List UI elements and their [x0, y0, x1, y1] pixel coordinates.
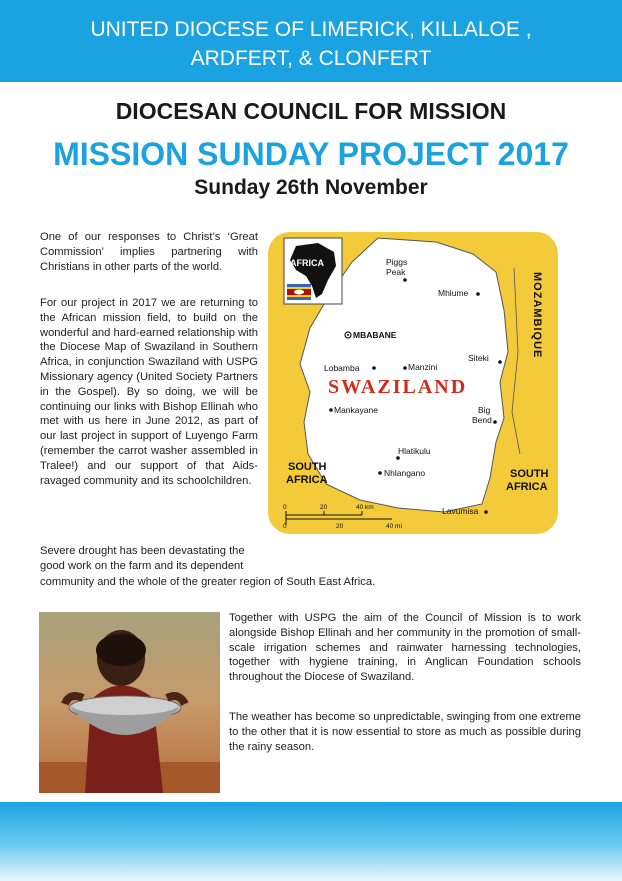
- scale-mi-20: 20: [336, 523, 344, 530]
- scale-km-20: 20: [320, 504, 328, 511]
- paragraph-drought-1: Severe drought has been devastating the: [40, 545, 245, 557]
- paragraph-aim: Together with USPG the aim of the Council of Mission is to work alongside Bishop Ellinah and her community in the promotion of small-scale irrigation schemes and rainwater harnessing technologies, together with hygiene training, in Anglican Foundation schools throughout the Diocese of Swaziland.: [229, 612, 581, 684]
- town-piggs-2: Peak: [386, 267, 406, 277]
- paragraph-drought-2: good work on the farm and its dependent: [40, 560, 244, 572]
- paragraph-project: For our project in 2017 we are returning to the African mission field, to build on the wonderful and hard-earned relationship with the Diocese Map of Swaziland in Southern Africa, in conjunction Swaziland with USPG Missionary agency (United Society Partners in the Gospel). By so doing, we will be continuing our links with Bishop Ellinah who met with us here in June 2012, as part of our last project in support of Luyengo Farm (remember the carrot washer assembled in Tralee!) and our support of that Aids-ravaged community and its schoolchildren.: [40, 297, 258, 487]
- south-africa-left-2: AFRICA: [286, 474, 328, 486]
- paragraph-drought-3: community and the whole of the greater region of South East Africa.: [40, 576, 376, 588]
- child-with-bowl-photo: [39, 612, 220, 793]
- header-banner: [0, 0, 622, 82]
- council-title: DIOCESAN COUNCIL FOR MISSION: [115, 98, 507, 124]
- footer-band: [0, 802, 622, 881]
- swaziland-flag-icon: [287, 284, 311, 300]
- south-africa-left-1: SOUTH: [288, 461, 327, 473]
- town-nhlangano: Nhlangano: [384, 468, 426, 478]
- scale-mi-0: 0: [283, 523, 287, 530]
- town-siteki: Siteki: [468, 353, 489, 363]
- inset-label: AFRICA: [290, 258, 324, 268]
- town-piggs-1: Piggs: [386, 257, 408, 267]
- scale-km-0: 0: [283, 504, 287, 511]
- town-lobamba: Lobamba: [324, 363, 360, 373]
- scale-km-40: 40 km: [356, 504, 374, 511]
- south-africa-right-1: SOUTH: [510, 468, 549, 480]
- header-line-2: ARDFERT, & CLONFERT: [190, 47, 432, 70]
- town-mhlume: Mhlume: [438, 288, 469, 298]
- south-africa-right-2: AFRICA: [506, 481, 548, 493]
- event-date: Sunday 26th November: [194, 176, 428, 199]
- mozambique-label: MOZAMBIQUE: [531, 272, 543, 359]
- town-mbabane: MBABANE: [353, 330, 397, 340]
- paragraph-weather: The weather has become so unpredictable, swinging from one extreme to the other that it is now essential to store as much as possible during the rainy season.: [229, 711, 581, 753]
- town-mankayane: Mankayane: [334, 405, 378, 415]
- swaziland-map: [268, 232, 558, 534]
- town-bigbend-1: Big: [478, 405, 491, 415]
- project-title: MISSION SUNDAY PROJECT 2017: [53, 136, 569, 172]
- paragraph-intro: One of our responses to Christ’s ‘Great Commission’ implies partnering with Christians in other parts of the world.: [40, 231, 258, 273]
- town-lavumisa: Lavumisa: [442, 506, 479, 516]
- town-bigbend-2: Bend: [472, 415, 492, 425]
- scale-mi-40: 40 mi: [386, 523, 402, 530]
- town-manzini: Manzini: [408, 362, 438, 372]
- country-label: SWAZILAND: [328, 376, 468, 398]
- header-line-1: UNITED DIOCESE OF LIMERICK, KILLALOE ,: [90, 18, 532, 41]
- town-hlatikulu: Hlatikulu: [398, 446, 431, 456]
